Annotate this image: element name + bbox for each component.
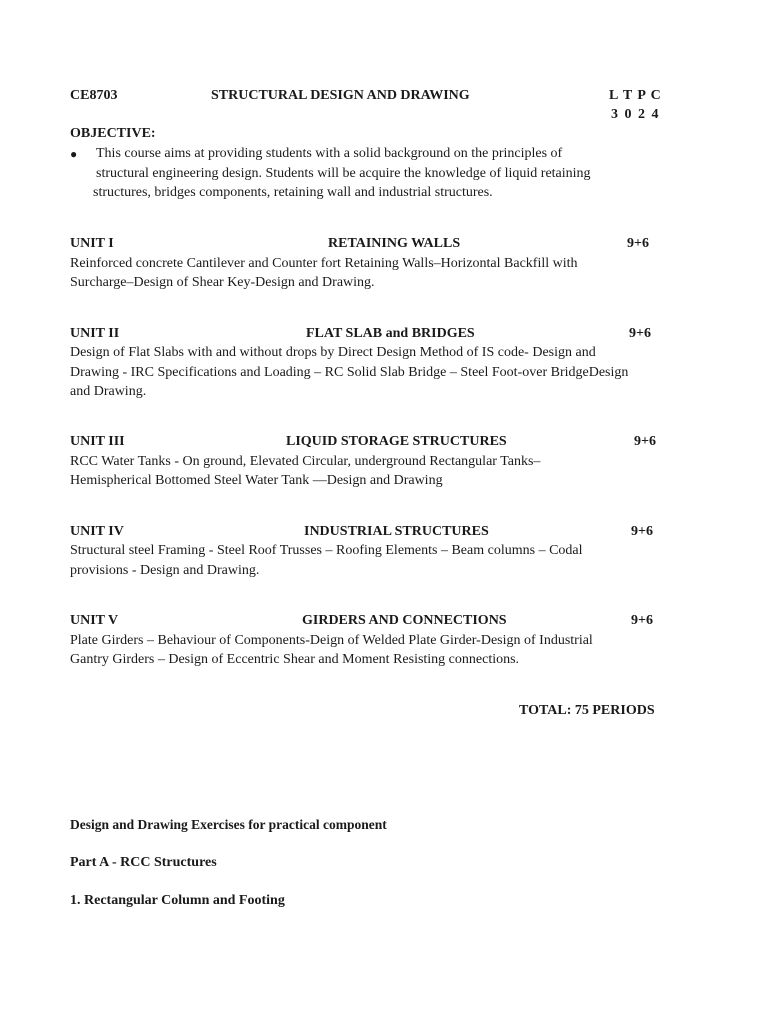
unit-description-line: Reinforced concrete Cantilever and Counter fort Retaining Walls–Horizontal Backfill with (70, 256, 578, 271)
unit-description-line: RCC Water Tanks - On ground, Elevated Circular, underground Rectangular Tanks– (70, 454, 541, 469)
objective-heading: OBJECTIVE: (70, 126, 156, 141)
unit-description-line: Structural steel Framing - Steel Roof Trusses – Roofing Elements – Beam columns – Codal (70, 543, 583, 558)
unit-number: UNIT IV (70, 524, 124, 539)
unit-number: UNIT II (70, 326, 120, 341)
unit-hours: 9+6 (631, 613, 653, 628)
objective-line: This course aims at providing students with a solid background on the principles of (96, 146, 563, 161)
ltpc-values: 3 0 2 4 (611, 107, 660, 122)
unit-hours: 9+6 (627, 236, 649, 251)
course-title: STRUCTURAL DESIGN AND DRAWING (211, 88, 470, 103)
unit-title: GIRDERS AND CONNECTIONS (302, 613, 507, 628)
unit-number: UNIT I (70, 236, 114, 251)
unit-hours: 9+6 (631, 524, 653, 539)
bullet-icon: ● (70, 147, 78, 161)
unit-description-line: and Drawing. (70, 384, 147, 399)
part-a-heading: Part A - RCC Structures (70, 855, 217, 870)
course-code: CE8703 (70, 88, 118, 103)
practical-item: 1. Rectangular Column and Footing (70, 893, 285, 908)
unit-hours: 9+6 (629, 326, 651, 341)
unit-description-line: Surcharge–Design of Shear Key-Design and Drawing. (70, 275, 375, 290)
objective-line: structures, bridges components, retaining wall and industrial structures. (93, 185, 493, 200)
unit-hours: 9+6 (634, 434, 656, 449)
unit-description-line: Hemispherical Bottomed Steel Water Tank —Design and Drawing (70, 473, 443, 488)
unit-description-line: Drawing - IRC Specifications and Loading – RC Solid Slab Bridge – Steel Foot-over BridgeDesign (70, 365, 629, 380)
unit-description-line: Design of Flat Slabs with and without drops by Direct Design Method of IS code- Design and (70, 345, 596, 360)
practical-heading: Design and Drawing Exercises for practical component (70, 817, 387, 832)
unit-title: INDUSTRIAL STRUCTURES (304, 524, 489, 539)
ltpc-label: L T P C (609, 88, 662, 103)
unit-title: LIQUID STORAGE STRUCTURES (286, 434, 507, 449)
objective-line: structural engineering design. Students will be acquire the knowledge of liquid retaining (96, 166, 591, 181)
unit-description-line: Gantry Girders – Design of Eccentric Shear and Moment Resisting connections. (70, 652, 520, 667)
unit-title: RETAINING WALLS (328, 236, 461, 251)
unit-description-line: Plate Girders – Behaviour of Components-Deign of Welded Plate Girder-Design of Industrial (70, 633, 593, 648)
unit-number: UNIT III (70, 434, 125, 449)
unit-title: FLAT SLAB and BRIDGES (306, 326, 475, 341)
total-periods: TOTAL: 75 PERIODS (519, 703, 655, 718)
unit-number: UNIT V (70, 613, 119, 628)
unit-description-line: provisions - Design and Drawing. (70, 563, 260, 578)
